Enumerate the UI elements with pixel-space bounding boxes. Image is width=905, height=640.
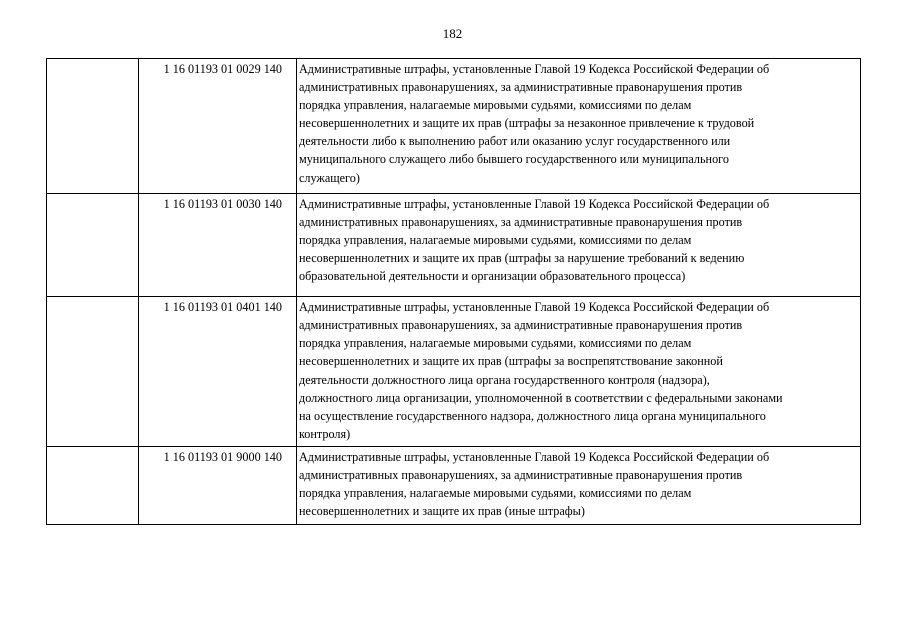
description-line: порядка управления, налагаемые мировыми судьями, комиссиями по делам	[299, 486, 692, 501]
description-line: несовершеннолетних и защите их прав (иные штрафы)	[299, 504, 585, 519]
table-row	[47, 193, 861, 296]
description-line: порядка управления, налагаемые мировыми судьями, комиссиями по делам	[299, 98, 692, 113]
description-line: муниципального служащего либо бывшего государственного или муниципального	[299, 152, 729, 167]
description-cell	[297, 59, 861, 194]
description-cell	[297, 446, 861, 524]
description-line: порядка управления, налагаемые мировыми судьями, комиссиями по делам	[299, 232, 692, 247]
description-line: административных правонарушениях, за административные правонарушения против	[299, 214, 743, 229]
admin-code-cell	[47, 297, 139, 447]
description-line: должностного лица организации, уполномоченной в соответствии с федеральными законами	[299, 390, 783, 405]
description-line: несовершеннолетних и защите их прав (штрафы за незаконное привлечение к трудовой	[299, 116, 755, 131]
description-line: на осуществление государственного надзора, должностного лица органа муниципального	[299, 408, 766, 423]
description-line: Административные штрафы, установленные Главой 19 Кодекса Российской Федерации об	[299, 196, 770, 211]
description-line: административных правонарушениях, за административные правонарушения против	[299, 318, 743, 333]
income-code-cell: 1 16 01193 01 0029 140	[139, 59, 297, 194]
admin-code-cell	[47, 59, 139, 194]
description-line: порядка управления, налагаемые мировыми судьями, комиссиями по делам	[299, 336, 692, 351]
description-line: образовательной деятельности и организации образовательного процесса)	[299, 269, 686, 284]
description-cell	[297, 297, 861, 447]
budget-classification-table	[46, 58, 861, 525]
description-line: служащего)	[299, 170, 360, 185]
table-row	[47, 446, 861, 524]
description-line: несовершеннолетних и защите их прав (штрафы за воспрепятствование законной	[299, 354, 723, 369]
page-number: 182	[442, 26, 463, 41]
description-line: контроля)	[299, 426, 351, 441]
description-line: деятельности должностного лица органа государственного контроля (надзора),	[299, 372, 710, 387]
income-code-cell: 1 16 01193 01 9000 140	[139, 446, 297, 524]
description-cell	[297, 193, 861, 296]
description-line: административных правонарушениях, за административные правонарушения против	[299, 80, 743, 95]
description-line: Административные штрафы, установленные Главой 19 Кодекса Российской Федерации об	[299, 62, 770, 76]
description-line: деятельности либо к выполнению работ или оказанию услуг государственного или	[299, 134, 731, 149]
admin-code-cell	[47, 446, 139, 524]
description-line: несовершеннолетних и защите их прав (штрафы за нарушение требований к ведению	[299, 250, 745, 265]
admin-code-cell	[47, 193, 139, 296]
income-code-cell: 1 16 01193 01 0401 140	[139, 297, 297, 447]
table-row	[47, 59, 861, 194]
description-line: административных правонарушениях, за административные правонарушения против	[299, 467, 743, 482]
description-line: Административные штрафы, установленные Главой 19 Кодекса Российской Федерации об	[299, 449, 770, 464]
table-row	[47, 297, 861, 447]
description-line: Административные штрафы, установленные Главой 19 Кодекса Российской Федерации об	[299, 300, 770, 315]
income-code-cell: 1 16 01193 01 0030 140	[139, 193, 297, 296]
